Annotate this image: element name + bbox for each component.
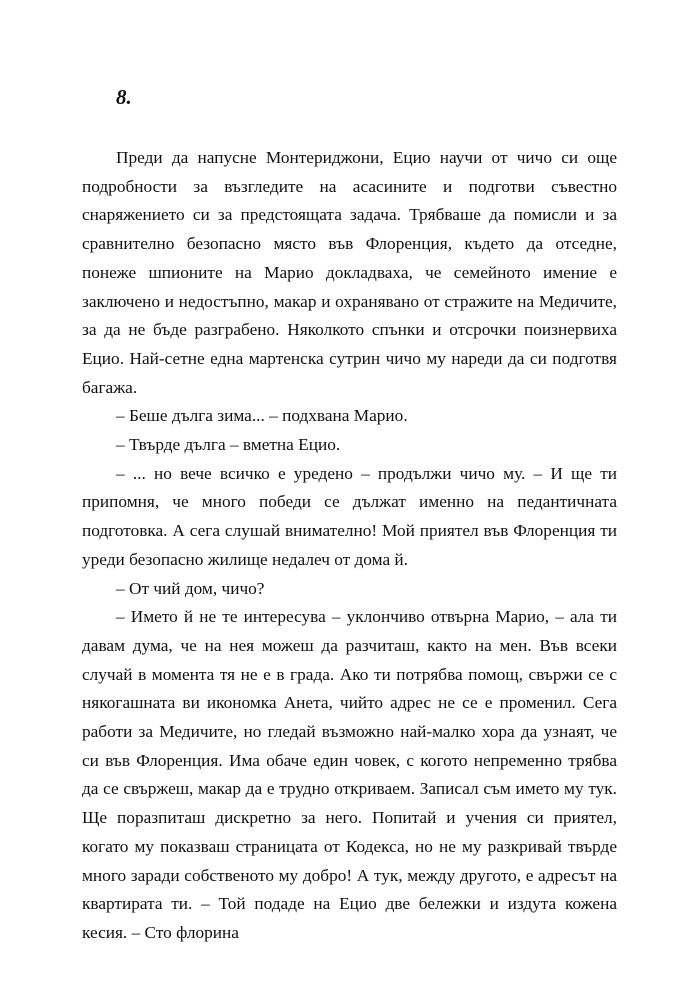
chapter-number: 8. [116, 85, 132, 109]
paragraph: – Беше дълга зима... – подхвана Марио. [116, 406, 408, 426]
paragraph: – Твърде дълга – вметна Ецио. [116, 435, 341, 455]
paragraph: – ... но вече всичко е уредено – продължи чичо му. – И ще ти припомня, че много победи се дължат именно на педантичната подготовка. А сега слушай внимателно! Мой приятел във Флоренция ти уреди безопасно жилище недалеч от дома й. [82, 463, 617, 569]
paragraph: – Името й не те интересува – уклончиво отвърна Марио, – ала ти давам дума, че на нея можеш да разчиташ, както на мен. Във всеки случай в момента тя не е в града. Ако ти потрябва помощ, свържи се с някогашната ви икономка Анета, чийто адрес не се е променил. Сега работи за Медичите, но гледай възможно най-малко хора да узнаят, че си във Флоренция. Има обаче един човек, с когото непременно трябва да се свържеш, макар да е трудно откриваем. Записал съм името му тук. Ще поразпиташ дискретно за него. Попитай и учения си приятел, когато му показваш страницата от Кодекса, но не му разкривай твърде много заради собственото му добро! А тук, между другото, е адресът на квартирата ти. – Той подаде на Ецио две бележки и издута кожена кесия. – Сто флорина [82, 607, 617, 942]
paragraph: – От чий дом, чичо? [116, 578, 265, 598]
chapter-text [82, 144, 617, 948]
paragraph: Преди да напусне Монтериджони, Ецио научи от чичо си още подробности за възгледите на асасините и подготви съвестно снаряжението си за предстоящата задача. Трябваше да помисли и за сравнително безопасно място във Флоренция, където да отседне, понеже шпионите на Марио докладваха, че семейното имение е заключено и недостъпно, макар и охранявано от стражите на Медичите, за да не бъде разграбено. Няколкото спънки и отсрочки поизнервиха Ецио. Най-сетне една мартенска сутрин чичо му нареди да си подготвя багажа. [82, 148, 617, 397]
